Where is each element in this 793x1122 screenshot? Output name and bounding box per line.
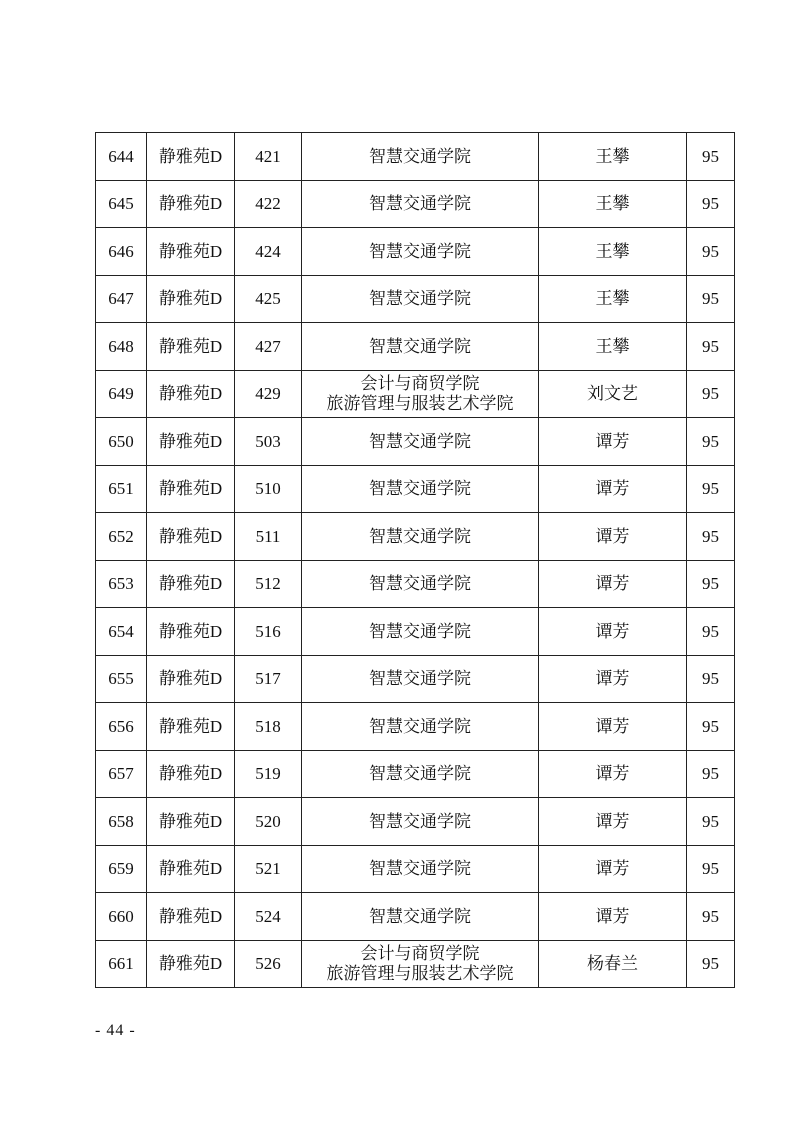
cell-number: 655	[96, 655, 147, 703]
college-line: 智慧交通学院	[369, 764, 471, 784]
cell-building: 静雅苑D	[147, 655, 235, 703]
cell-number: 650	[96, 418, 147, 466]
cell-building: 静雅苑D	[147, 418, 235, 466]
cell-score: 95	[687, 703, 735, 751]
cell-number: 659	[96, 845, 147, 893]
cell-building: 静雅苑D	[147, 608, 235, 656]
cell-room: 510	[235, 465, 302, 513]
table-row	[96, 845, 735, 893]
college-line: 智慧交通学院	[369, 194, 471, 214]
cell-college	[302, 703, 539, 751]
cell-name: 谭芳	[539, 513, 687, 561]
college-line: 智慧交通学院	[369, 716, 471, 736]
college-line: 智慧交通学院	[369, 574, 471, 594]
cell-score: 95	[687, 940, 735, 988]
college-line: 智慧交通学院	[369, 289, 471, 309]
cell-score: 95	[687, 893, 735, 941]
cell-building: 静雅苑D	[147, 180, 235, 228]
cell-building: 静雅苑D	[147, 893, 235, 941]
cell-building: 静雅苑D	[147, 323, 235, 371]
college-line: 旅游管理与服装艺术学院	[326, 963, 514, 983]
cell-building: 静雅苑D	[147, 513, 235, 561]
cell-college	[302, 893, 539, 941]
cell-building: 静雅苑D	[147, 133, 235, 181]
cell-name: 谭芳	[539, 418, 687, 466]
cell-building: 静雅苑D	[147, 703, 235, 751]
cell-score: 95	[687, 608, 735, 656]
cell-room: 424	[235, 228, 302, 276]
cell-number: 644	[96, 133, 147, 181]
table-row	[96, 228, 735, 276]
cell-room: 421	[235, 133, 302, 181]
cell-name: 谭芳	[539, 845, 687, 893]
cell-college	[302, 465, 539, 513]
cell-number: 652	[96, 513, 147, 561]
page-number: - 44 -	[95, 1022, 136, 1039]
cell-number: 648	[96, 323, 147, 371]
cell-room: 520	[235, 798, 302, 846]
cell-name: 王攀	[539, 133, 687, 181]
table-row	[96, 750, 735, 798]
table-row	[96, 418, 735, 466]
cell-room: 524	[235, 893, 302, 941]
cell-number: 658	[96, 798, 147, 846]
cell-college	[302, 560, 539, 608]
cell-building: 静雅苑D	[147, 465, 235, 513]
cell-score: 95	[687, 560, 735, 608]
cell-name: 王攀	[539, 275, 687, 323]
table-row	[96, 798, 735, 846]
cell-name: 王攀	[539, 323, 687, 371]
cell-college	[302, 513, 539, 561]
cell-name: 王攀	[539, 228, 687, 276]
college-line: 智慧交通学院	[369, 906, 471, 926]
cell-number: 656	[96, 703, 147, 751]
college-line: 智慧交通学院	[369, 241, 471, 261]
cell-room: 425	[235, 275, 302, 323]
table-row	[96, 323, 735, 371]
cell-name: 谭芳	[539, 750, 687, 798]
cell-college	[302, 228, 539, 276]
cell-number: 654	[96, 608, 147, 656]
cell-building: 静雅苑D	[147, 370, 235, 418]
table-row	[96, 513, 735, 561]
cell-name: 谭芳	[539, 655, 687, 703]
table-row	[96, 180, 735, 228]
cell-name: 谭芳	[539, 608, 687, 656]
cell-score: 95	[687, 750, 735, 798]
cell-number: 657	[96, 750, 147, 798]
cell-name: 谭芳	[539, 703, 687, 751]
table-body	[96, 133, 735, 988]
cell-number: 661	[96, 940, 147, 988]
cell-building: 静雅苑D	[147, 750, 235, 798]
cell-name: 王攀	[539, 180, 687, 228]
college-line: 智慧交通学院	[369, 146, 471, 166]
cell-building: 静雅苑D	[147, 845, 235, 893]
cell-name: 谭芳	[539, 465, 687, 513]
cell-score: 95	[687, 323, 735, 371]
cell-college	[302, 750, 539, 798]
cell-number: 649	[96, 370, 147, 418]
cell-score: 95	[687, 798, 735, 846]
cell-college	[302, 608, 539, 656]
table-row	[96, 370, 735, 418]
cell-room: 521	[235, 845, 302, 893]
cell-room: 526	[235, 940, 302, 988]
cell-number: 660	[96, 893, 147, 941]
college-line: 智慧交通学院	[369, 811, 471, 831]
cell-score: 95	[687, 228, 735, 276]
table-row	[96, 893, 735, 941]
college-line: 智慧交通学院	[369, 336, 471, 356]
cell-college	[302, 798, 539, 846]
college-line: 智慧交通学院	[369, 621, 471, 641]
cell-name: 谭芳	[539, 560, 687, 608]
cell-score: 95	[687, 465, 735, 513]
cell-building: 静雅苑D	[147, 940, 235, 988]
cell-score: 95	[687, 845, 735, 893]
cell-number: 653	[96, 560, 147, 608]
cell-room: 422	[235, 180, 302, 228]
college-line: 会计与商贸学院	[360, 943, 480, 963]
cell-room: 512	[235, 560, 302, 608]
cell-score: 95	[687, 275, 735, 323]
dormitory-score-table	[95, 132, 735, 988]
cell-college	[302, 370, 539, 418]
cell-score: 95	[687, 133, 735, 181]
cell-name: 刘文艺	[539, 370, 687, 418]
cell-college	[302, 655, 539, 703]
cell-score: 95	[687, 418, 735, 466]
table-row	[96, 465, 735, 513]
cell-score: 95	[687, 655, 735, 703]
cell-room: 517	[235, 655, 302, 703]
cell-number: 645	[96, 180, 147, 228]
cell-building: 静雅苑D	[147, 275, 235, 323]
cell-college	[302, 323, 539, 371]
cell-building: 静雅苑D	[147, 798, 235, 846]
table-row	[96, 703, 735, 751]
cell-building: 静雅苑D	[147, 560, 235, 608]
table-row	[96, 275, 735, 323]
cell-college	[302, 845, 539, 893]
cell-college	[302, 180, 539, 228]
cell-college	[302, 133, 539, 181]
cell-name: 谭芳	[539, 893, 687, 941]
cell-score: 95	[687, 180, 735, 228]
college-line: 智慧交通学院	[369, 859, 471, 879]
cell-number: 646	[96, 228, 147, 276]
table-row	[96, 133, 735, 181]
cell-college	[302, 418, 539, 466]
table-row	[96, 608, 735, 656]
cell-room: 518	[235, 703, 302, 751]
table-row	[96, 940, 735, 988]
cell-number: 651	[96, 465, 147, 513]
cell-score: 95	[687, 370, 735, 418]
cell-building: 静雅苑D	[147, 228, 235, 276]
cell-room: 429	[235, 370, 302, 418]
college-line: 智慧交通学院	[369, 526, 471, 546]
table-row	[96, 560, 735, 608]
college-line: 会计与商贸学院	[360, 373, 480, 393]
college-line: 旅游管理与服装艺术学院	[326, 393, 514, 413]
cell-college	[302, 275, 539, 323]
cell-name: 杨春兰	[539, 940, 687, 988]
cell-room: 427	[235, 323, 302, 371]
table-row	[96, 655, 735, 703]
cell-room: 519	[235, 750, 302, 798]
cell-room: 516	[235, 608, 302, 656]
cell-score: 95	[687, 513, 735, 561]
cell-number: 647	[96, 275, 147, 323]
college-line: 智慧交通学院	[369, 669, 471, 689]
college-line: 智慧交通学院	[369, 431, 471, 451]
cell-room: 503	[235, 418, 302, 466]
cell-room: 511	[235, 513, 302, 561]
cell-name: 谭芳	[539, 798, 687, 846]
college-line: 智慧交通学院	[369, 479, 471, 499]
cell-college	[302, 940, 539, 988]
